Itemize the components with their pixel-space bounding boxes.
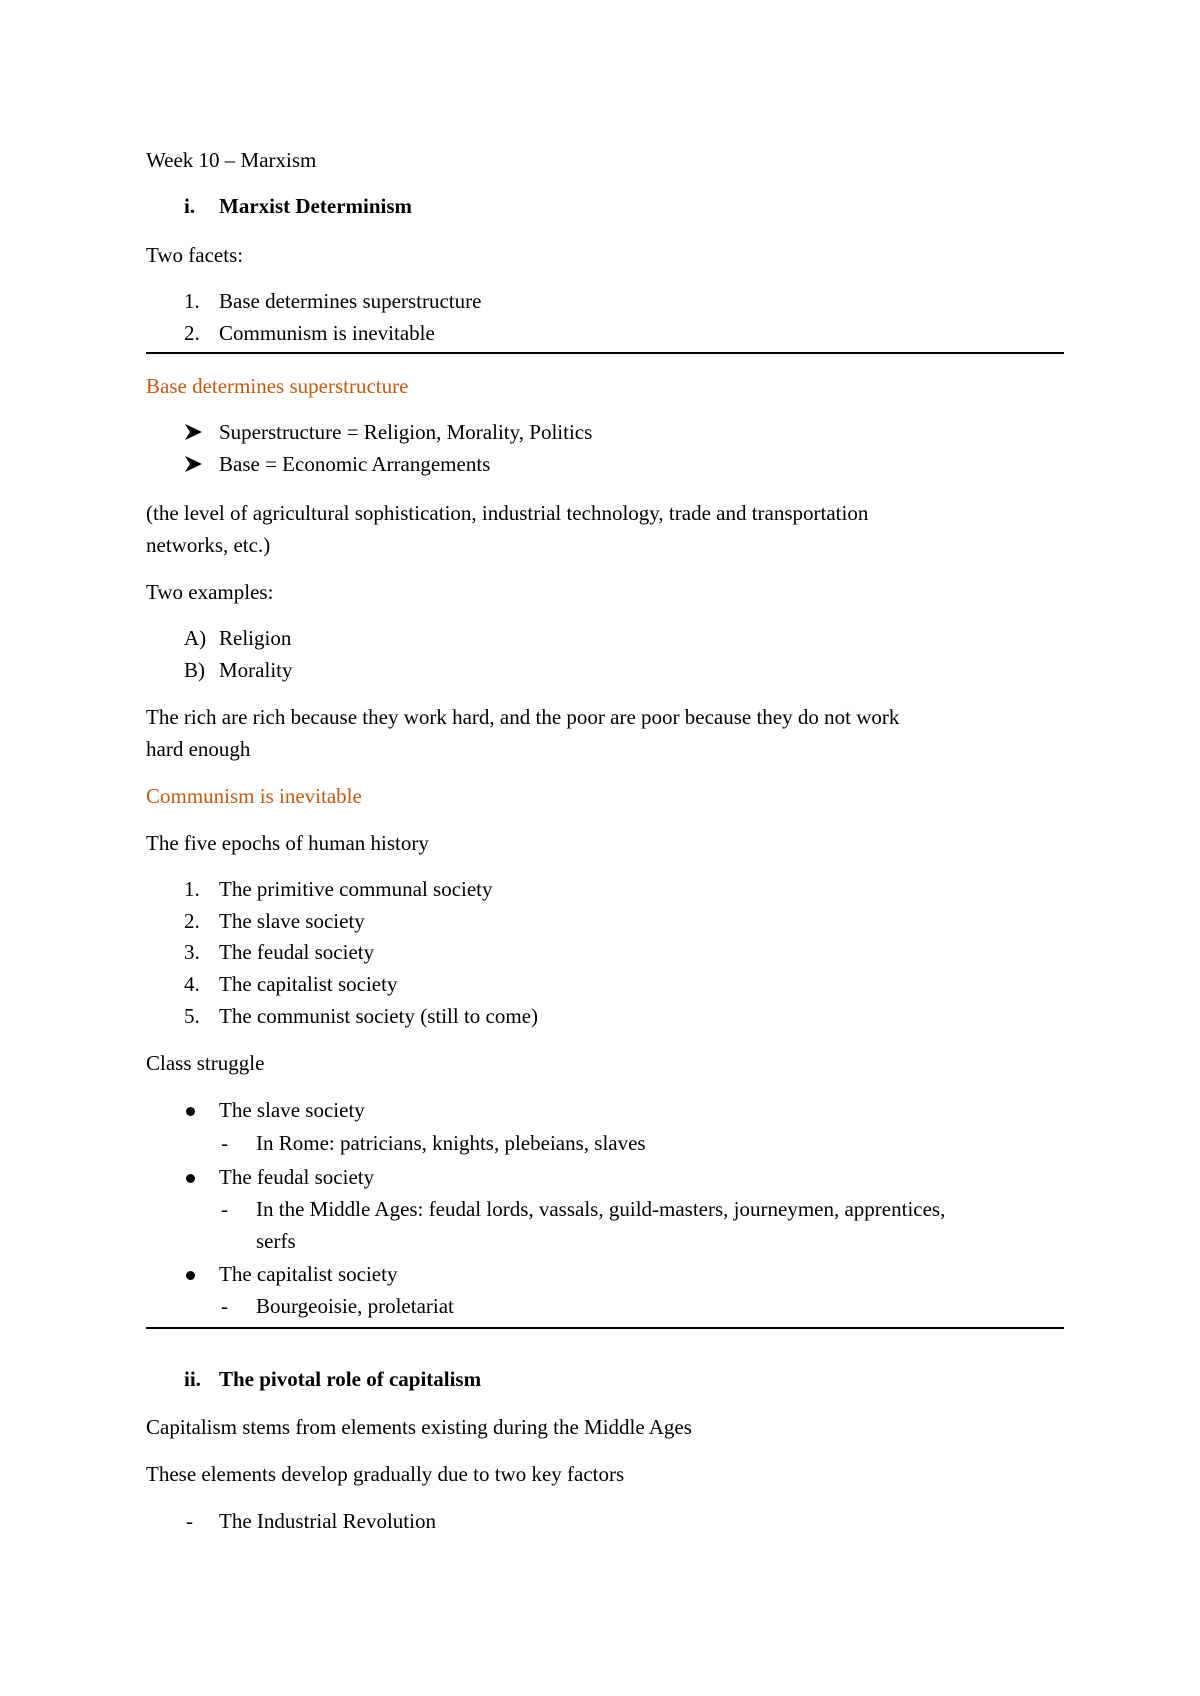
list-number: 3. — [184, 940, 200, 964]
list-number: 1. — [184, 877, 200, 901]
paragraph: Two facets: — [146, 243, 244, 267]
list-item: Communism is inevitable — [219, 321, 435, 345]
paragraph: Class struggle — [146, 1051, 265, 1075]
list-item: The slave society — [219, 909, 365, 933]
list-item: Superstructure = Religion, Morality, Politics — [219, 420, 593, 444]
sub-list-item: Bourgeoisie, proletariat — [256, 1294, 454, 1318]
paragraph: Capitalism stems from elements existing during the Middle Ages — [146, 1415, 692, 1439]
list-number: 5. — [184, 1004, 200, 1028]
list-number: B) — [184, 658, 205, 682]
list-item: The Industrial Revolution — [219, 1509, 436, 1533]
list-number: 4. — [184, 972, 200, 996]
horizontal-rule — [146, 1327, 1064, 1329]
section-heading: Marxist Determinism — [219, 194, 413, 218]
bullet-dot-icon — [186, 1174, 195, 1183]
paragraph-line: networks, etc.) — [146, 533, 271, 557]
dash-marker: - — [221, 1131, 228, 1155]
list-item: The feudal society — [219, 1165, 375, 1189]
list-item: The capitalist society — [219, 972, 398, 996]
list-item: The primitive communal society — [219, 877, 493, 901]
arrow-bullet-icon — [184, 423, 204, 441]
list-item: Morality — [219, 658, 293, 682]
horizontal-rule — [146, 352, 1064, 354]
arrow-bullet-icon — [184, 455, 204, 473]
list-number: 2. — [184, 909, 200, 933]
list-item: The capitalist society — [219, 1262, 398, 1286]
paragraph: The five epochs of human history — [146, 831, 429, 855]
subheading: Communism is inevitable — [146, 784, 362, 808]
paragraph-line: hard enough — [146, 737, 251, 761]
section-heading: The pivotal role of capitalism — [219, 1367, 482, 1391]
sub-list-item: In the Middle Ages: feudal lords, vassals, guild-masters, journeymen, apprentices, — [256, 1197, 946, 1221]
section-number: i. — [184, 194, 196, 218]
list-item: Religion — [219, 626, 292, 650]
paragraph: These elements develop gradually due to two key factors — [146, 1462, 625, 1486]
list-item: The slave society — [219, 1098, 365, 1122]
list-number: A) — [184, 626, 207, 650]
list-item: The feudal society — [219, 940, 375, 964]
bullet-dot-icon — [186, 1107, 195, 1116]
list-number: 2. — [184, 321, 200, 345]
section-number: ii. — [184, 1367, 201, 1391]
list-number: 1. — [184, 289, 200, 313]
paragraph: Two examples: — [146, 580, 274, 604]
list-item: Base determines superstructure — [219, 289, 482, 313]
doc-title: Week 10 – Marxism — [146, 148, 317, 172]
dash-marker: - — [221, 1197, 228, 1221]
dash-marker: - — [186, 1509, 193, 1533]
dash-marker: - — [221, 1294, 228, 1318]
bullet-dot-icon — [186, 1271, 195, 1280]
sub-list-item: In Rome: patricians, knights, plebeians, slaves — [256, 1131, 646, 1155]
subheading: Base determines superstructure — [146, 374, 409, 398]
paragraph-line: The rich are rich because they work hard, and the poor are poor because they do not work — [146, 705, 900, 729]
paragraph-line: (the level of agricultural sophistication, industrial technology, trade and transportation — [146, 501, 869, 525]
list-item: The communist society (still to come) — [219, 1004, 539, 1028]
list-item: Base = Economic Arrangements — [219, 452, 491, 476]
sub-list-item: serfs — [256, 1229, 296, 1253]
